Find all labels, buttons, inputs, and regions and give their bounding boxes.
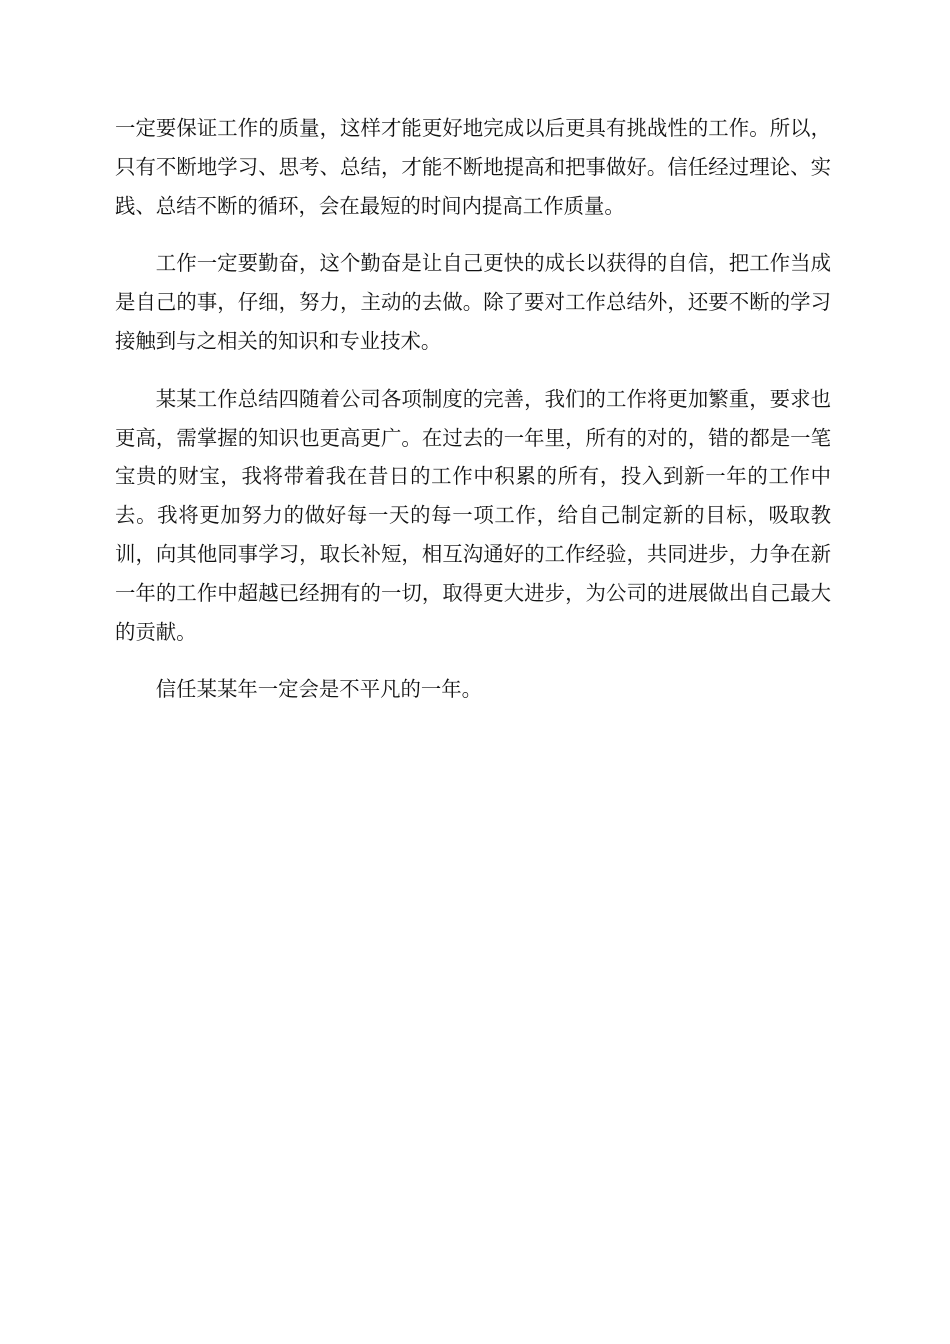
paragraph-1: 一定要保证工作的质量，这样才能更好地完成以后更具有挑战性的工作。所以，只有不断地学习、思考、总结，才能不断地提高和把事做好。信任经过理论、实践、总结不断的循环，会在最短的时间内提高工作质量。 <box>115 116 831 218</box>
paragraph-2: 工作一定要勤奋，这个勤奋是让自己更快的成长以获得的自信，把工作当成是自己的事，仔细，努力，主动的去做。除了要对工作总结外，还要不断的学习接触到与之相关的知识和专业技术。 <box>115 251 831 353</box>
paragraph-3: 某某工作总结四随着公司各项制度的完善，我们的工作将更加繁重，要求也更高，需掌握的知识也更高更广。在过去的一年里，所有的对的，错的都是一笔宝贵的财宝，我将带着我在昔日的工作中积累的所有，投入到新一年的工作中去。我将更加努力的做好每一天的每一项工作，给自己制定新的目标，吸取教训，向其他同事学习，取长补短，相互沟通好的工作经验，共同进步，力争在新一年的工作中超越已经拥有的一切，取得更大进步，为公司的进展做出自己最大的贡献。 <box>115 386 831 644</box>
paragraph-4: 信任某某年一定会是不平凡的一年。 <box>155 677 483 702</box>
document-body <box>115 109 831 728</box>
